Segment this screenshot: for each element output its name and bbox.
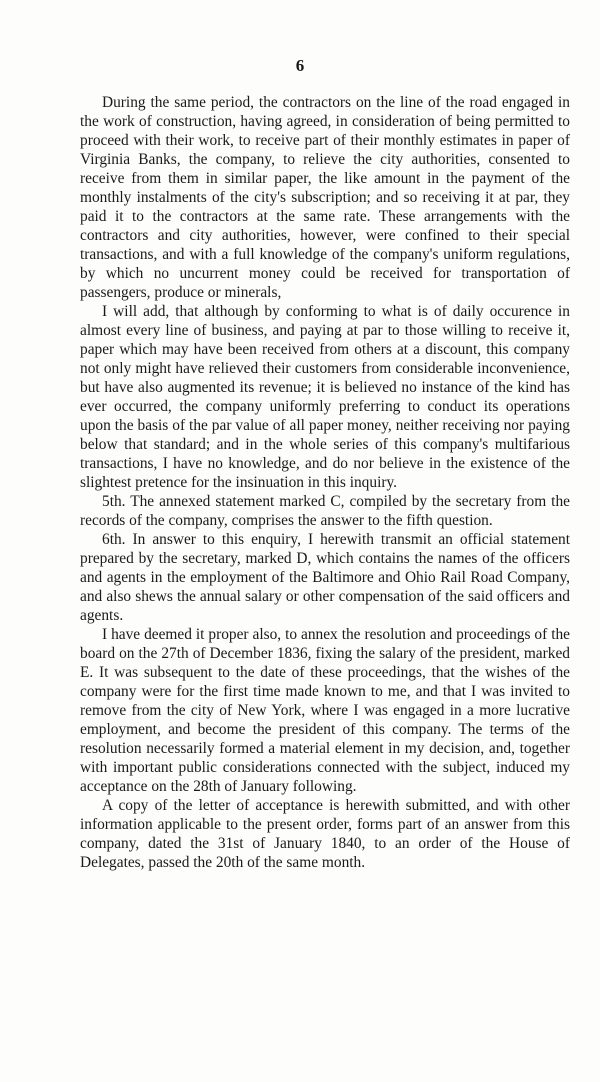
paragraph-letter-of-acceptance: A copy of the letter of acceptance is herewith submitted, and with other information applicable to the present order, forms part of an answer from this company, dated the 31st of January 1840, to an order of the House of Delegates, passed the 20th of the same month. — [80, 797, 570, 871]
page-number: 6 — [295, 56, 305, 75]
body-text — [80, 93, 570, 872]
paragraph-resolution: I have deemed it proper also, to annex the resolution and proceedings of the board on the 27th of December 1836, fixing the salary of the president, marked E. It was subsequent to the date of these proceedings, that the wishes of the company were for the first time made known to me, and that I was invited to remove from the city of New York, where I was engaged in a more lucrative employment, and become the president of this company. The terms of the resolution necessarily formed a material element in my decision, and, together with important public considerations connected with the subject, induced my acceptance on the 28th of January following. — [80, 626, 570, 795]
paragraph-contractors: During the same period, the contractors on the line of the road engaged in the work of construction, having agreed, in consideration of being permitted to proceed with their work, to receive part of their monthly estimates in paper of Virginia Banks, the company, to relieve the city authorities, consented to receive from them in similar paper, the like amount in the payment of the monthly instalments of the city's subscription; and so receiving it at par, they paid it to the contractors at the same rate. These arrangements with the contractors and city authorities, however, were confined to their special transactions, and with a full knowledge of the company's uniform regulations, by which no uncurrent money could be received for transportation of passengers, produce or minerals, — [80, 94, 570, 301]
paragraph-sixth-answer: 6th. In answer to this enquiry, I herewith transmit an official statement prepared by the secretary, marked D, which contains the names of the officers and agents in the employment of the Baltimore and Ohio Rail Road Company, and also shews the annual salary or other compensation of the said officers and agents. — [80, 531, 570, 624]
paragraph-fifth-answer: 5th. The annexed statement marked C, compiled by the secretary from the records of the company, comprises the answer to the fifth question. — [80, 493, 570, 529]
paragraph-par-value: I will add, that although by conforming to what is of daily occurence in almost every line of business, and paying at par to those willing to receive it, paper which may have been received from others at a discount, this company not only might have relieved their customers from considerable inconvenience, but have also augmented its revenue; it is believed no instance of the kind has ever occurred, the company uniformly preferring to conduct its operations upon the basis of the par value of all paper money, neither receiving nor paying below that standard; and in the whole series of this company's multifarious transactions, I have no knowledge, and do nor believe in the existence of the slightest pretence for the insinuation in this inquiry. — [80, 303, 570, 491]
